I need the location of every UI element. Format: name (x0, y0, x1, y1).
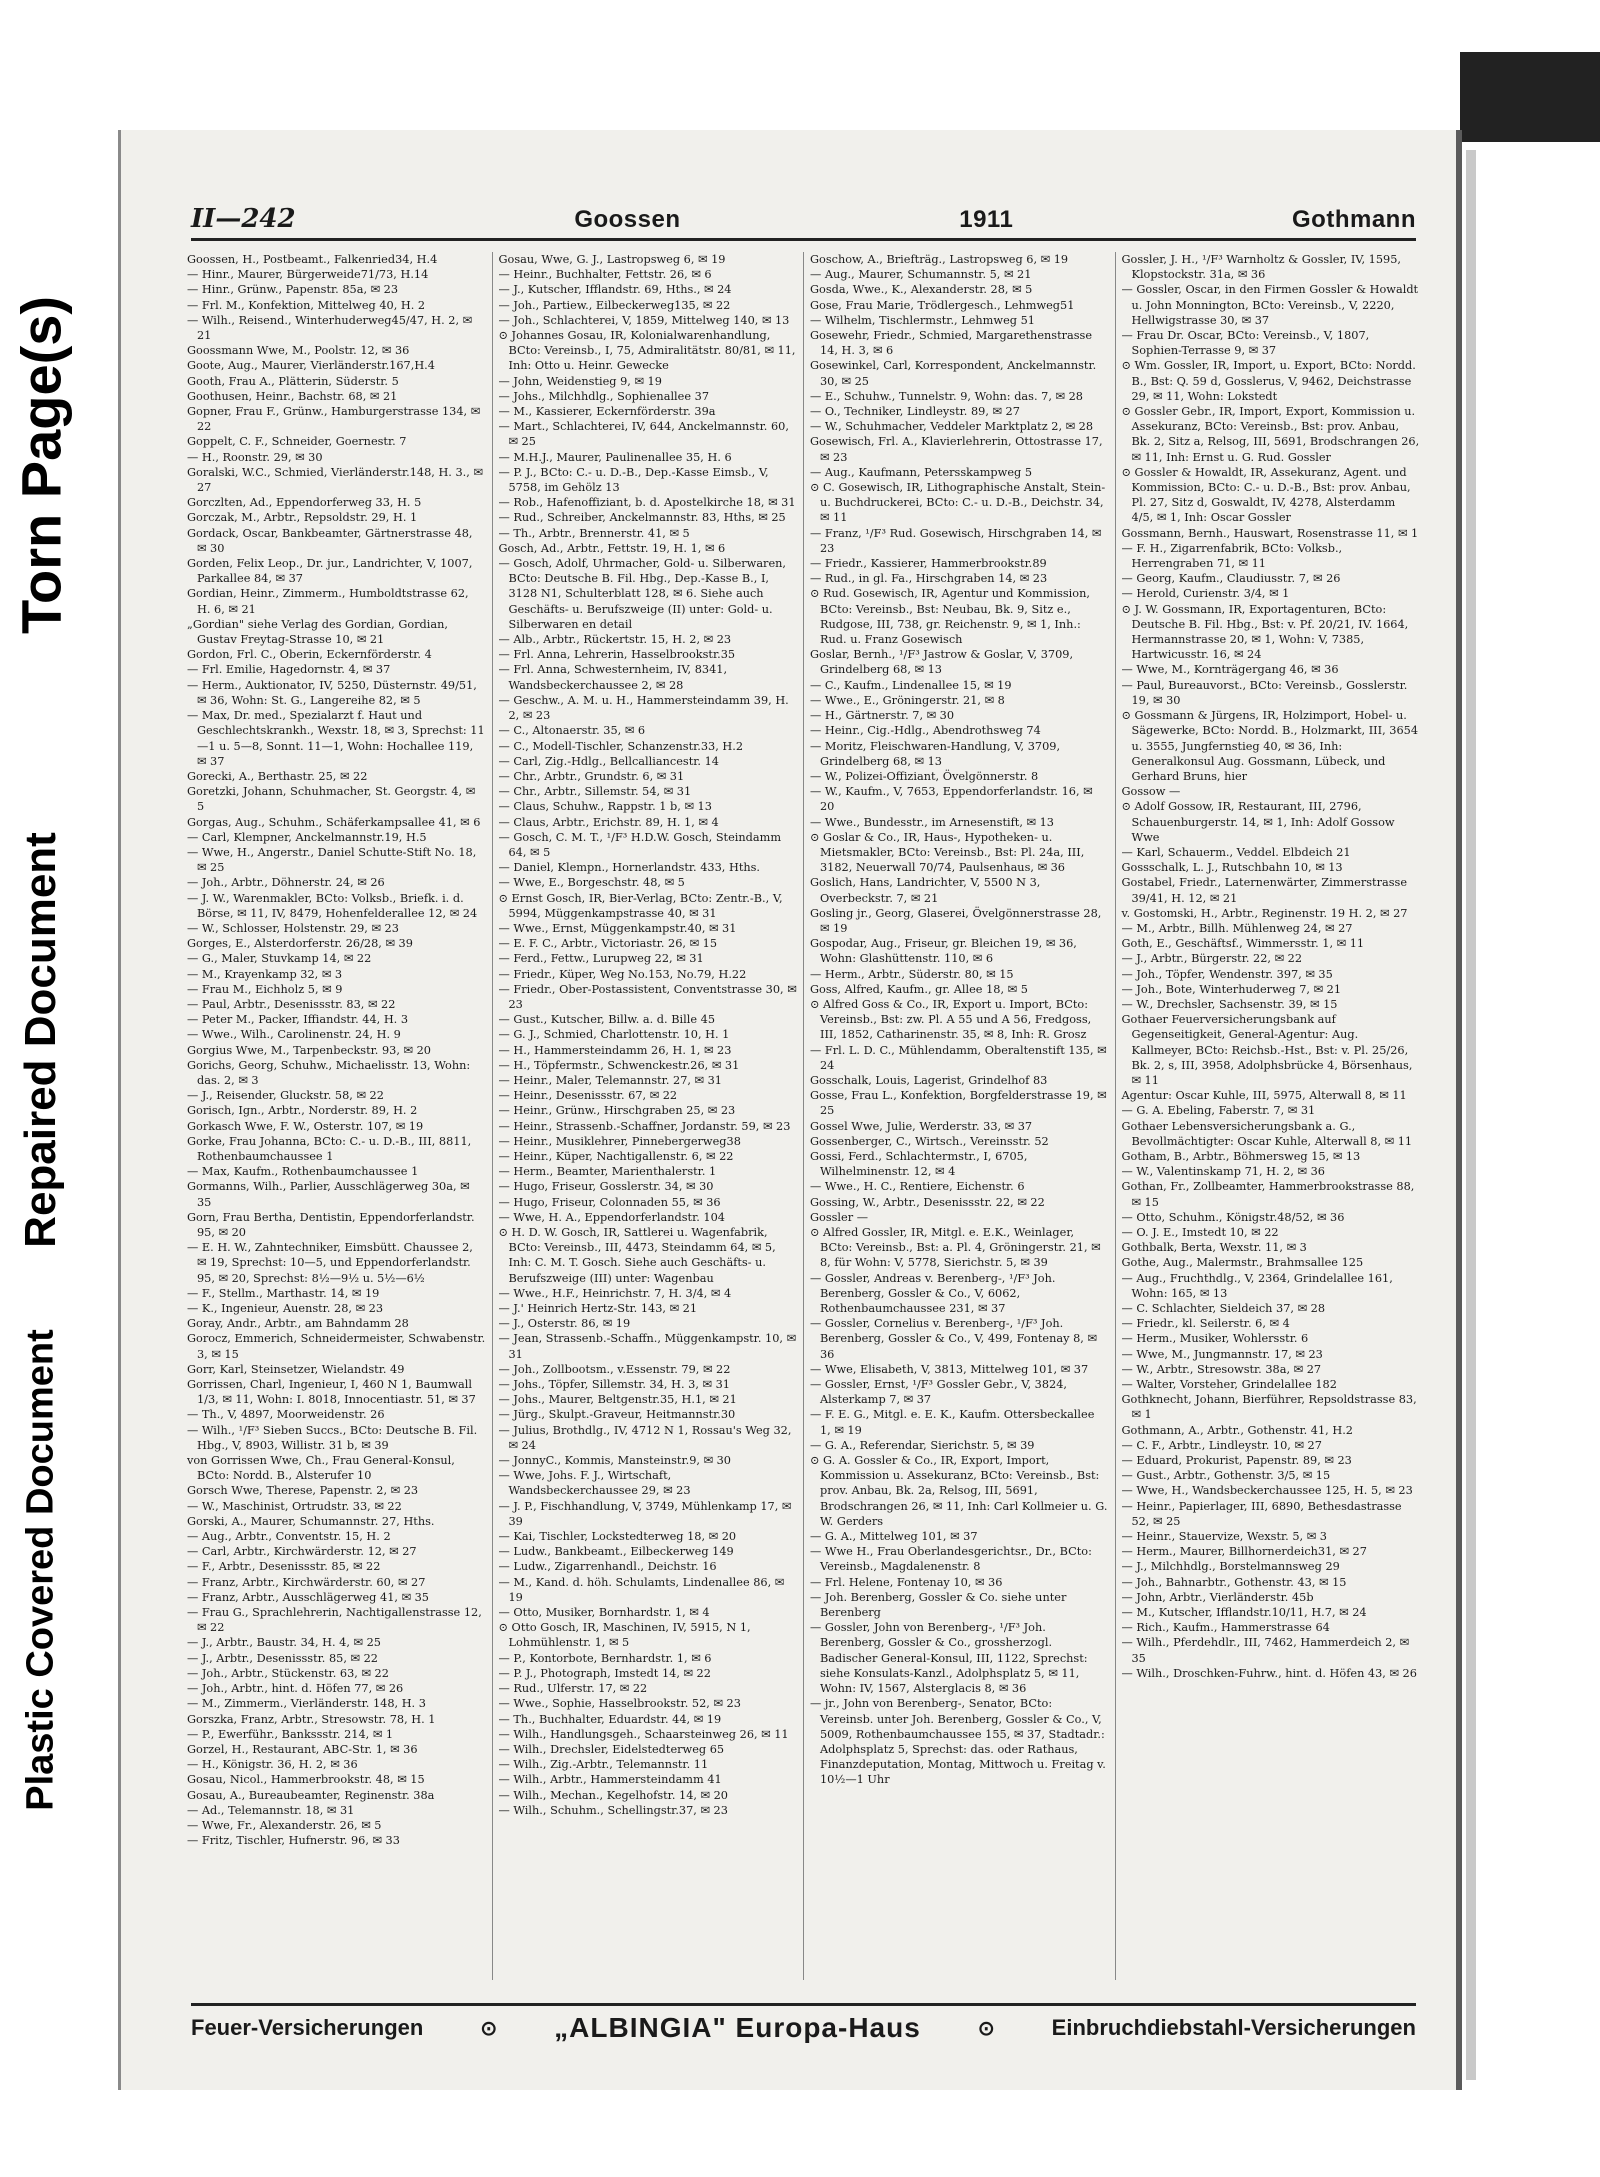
directory-entry: Gorszka, Franz, Arbtr., Stresowstr. 78, H. 1 (187, 1712, 436, 1726)
directory-entry: — Hugo, Friseur, Colonnaden 55, ✉ 36 (498, 1195, 721, 1209)
directory-entry: — W., Kaufm., V, 7653, Eppendorferlandstr. 16, ✉ 20 (810, 785, 1093, 814)
directory-entry: — J., Reisender, Gluckstr. 58, ✉ 22 (187, 1089, 384, 1103)
directory-entry: — Fritz, Tischler, Hufnerstr. 96, ✉ 33 (187, 1834, 400, 1848)
directory-entry: — Rud., Ulferstr. 17, ✉ 22 (498, 1682, 648, 1696)
directory-entry: — F. E. G., Mitgl. e. E. K., Kaufm. Ottersbeckallee 1, ✉ 19 (810, 1408, 1095, 1437)
directory-entry: — Hinr., Grünw., Papenstr. 85a, ✉ 23 (187, 283, 399, 297)
directory-entry: Gothaer Lebensversicherungsbank a. G., Bevollmächtigter: Oscar Kuhle, Alterwall 8, ✉ 11 (1121, 1119, 1413, 1148)
directory-entry: — W., Maschinist, Ortrudstr. 33, ✉ 22 (187, 1499, 402, 1513)
directory-entry: ⊙ G. A. Gossler & Co., IR, Export, Import, Kommission u. Assekuranz, BCto: Vereinsb., Bst: prov. Anbau, Bk. 2a, Relsog, III, 5691, Brodschrangen 26, ✉ 11, Inh: Carl Kollmeier u. G. W. Gerders (810, 1454, 1108, 1528)
directory-entry: — Heinr., Papierlager, III, 6890, Bethesdastrasse 52, ✉ 25 (1121, 1499, 1402, 1528)
directory-entry: — M., Kutscher, Ifflandstr.10/11, H.7, ✉ 24 (1121, 1606, 1367, 1620)
directory-entry: — Joh., Töpfer, Wendenstr. 397, ✉ 35 (1121, 967, 1333, 981)
directory-entry: — Hugo, Friseur, Gosslerstr. 34, ✉ 30 (498, 1180, 714, 1194)
directory-entry: ⊙ Goslar & Co., IR, Haus-, Hypotheken- u. Mietsmakler, BCto: Vereinsb., Bst: Pl. 24a, III, 3182, Neuerwall 70/74, Paulsenhaus, ✉ 36 (810, 830, 1085, 875)
directory-entry: Gordon, Frl. C., Oberin, Eckernförderstr. 4 (187, 648, 432, 662)
directory-entry: — Carl, Arbtr., Kirchwärderstr. 12, ✉ 27 (187, 1545, 417, 1559)
directory-entry: — Johs., Maurer, Beltgenstr.35, H.1, ✉ 21 (498, 1393, 737, 1407)
directory-entry: — Aug., Arbtr., Conventstr. 15, H. 2 (187, 1530, 391, 1544)
directory-entry: — Wwe., Sophie, Hasselbrookstr. 52, ✉ 23 (498, 1697, 741, 1711)
directory-entry: — Wilh., Handlungsgeh., Schaarsteinweg 26, ✉ 11 (498, 1727, 789, 1741)
directory-entry: — Th., V, 4897, Moorweidenstr. 26 (187, 1408, 385, 1422)
directory-entry: — Heinr., Grünw., Hirschgraben 25, ✉ 23 (498, 1104, 736, 1118)
directory-entry: — Ludw., Bankbeamt., Eilbeckerweg 149 (498, 1545, 734, 1559)
directory-entry: Goote, Aug., Maurer, Vierländerstr.167,H.4 (187, 359, 435, 373)
directory-entry: Goothusen, Heinr., Bachstr. 68, ✉ 21 (187, 389, 398, 403)
directory-entry: — Mart., Schlachterei, IV, 644, Anckelmannstr. 60, ✉ 25 (498, 420, 789, 449)
directory-entry: — W., Polizei-Offiziant, Övelgönnerstr. 8 (810, 769, 1039, 783)
directory-entry: Gorzel, H., Restaurant, ABC-Str. 1, ✉ 36 (187, 1742, 418, 1756)
directory-entry: Goretzki, Johann, Schuhmacher, St. Georgstr. 4, ✉ 5 (187, 785, 476, 814)
footer-center-text: „ALBINGIA" Europa-Haus (554, 2012, 921, 2043)
directory-entry: Goth, E., Geschäftsf., Wimmersstr. 1, ✉ 11 (1121, 937, 1365, 951)
directory-entry: — Gossler, Andreas v. Berenberg-, ¹/F³ Joh. Berenberg, Gossler & Co., V, 6062, Rothenbaumchaussee 231, ✉ 37 (810, 1271, 1056, 1316)
side-labels (0, 0, 82, 2177)
directory-entry: — Joh. Berenberg, Gossler & Co. siehe unter Berenberg (810, 1590, 1067, 1620)
directory-entry: — Frl. L. D. C., Mühlendamm, Oberaltenstift 135, ✉ 24 (810, 1043, 1107, 1072)
directory-entry: — Walter, Vorsteher, Grindelallee 182 (1121, 1378, 1337, 1392)
directory-entry: — Carl, Zig.-Hdlg., Bellcalliancestr. 14 (498, 754, 719, 768)
column-4 (1116, 252, 1427, 1980)
directory-entry: — J., Kutscher, Ifflandstr. 69, Hths., ✉ 24 (498, 283, 732, 297)
directory-entry: — J., Arbtr., Bürgerstr. 22, ✉ 22 (1121, 952, 1303, 966)
directory-entry: — M., Krayenkamp 32, ✉ 3 (187, 967, 343, 981)
directory-entry: — Joh., Schlachterei, V, 1859, Mittelweg 140, ✉ 13 (498, 313, 790, 327)
directory-entry: — E. H. W., Zahntechniker, Eimsbütt. Chaussee 2, ✉ 19, Sprechst: 10—5, und Eppendorferlandstr. 95, ✉ 20, Sprechst: 8½—9½ u. 5½—6½ (187, 1241, 473, 1285)
directory-entry: — Jürg., Skulpt.-Graveur, Heitmannstr.30 (498, 1408, 736, 1422)
directory-entry: — Wwe, H. A., Eppendorferlandstr. 104 (498, 1210, 725, 1224)
directory-entry: — Georg, Kaufm., Claudiusstr. 7, ✉ 26 (1121, 572, 1341, 586)
directory-entry: — Johs., Milchhdlg., Sophienallee 37 (498, 389, 710, 403)
directory-entry: — G. A. Ebeling, Faberstr. 7, ✉ 31 (1121, 1104, 1316, 1118)
directory-entry: — O. J. E., Imstedt 10, ✉ 22 (1121, 1226, 1279, 1239)
torn-pages-label: Torn Page(s) (9, 295, 73, 635)
directory-entry: — Gossler, Ernst, ¹/F³ Gossler Gebr., V, 3824, Alsterkamp 7, ✉ 37 (810, 1378, 1067, 1407)
directory-entry: — Kai, Tischler, Lockstedterweg 18, ✉ 20 (498, 1530, 737, 1544)
directory-entry: Gorczak, M., Arbtr., Repsoldstr. 29, H. 1 (187, 511, 418, 525)
directory-entry: Gorczlten, Ad., Eppendorferweg 33, H. 5 (187, 496, 422, 510)
directory-entry: — Heinr., Desenissstr. 67, ✉ 22 (498, 1089, 678, 1103)
directory-entry: — M., Kand. d. höh. Schulamts, Lindenallee 86, ✉ 19 (498, 1575, 785, 1604)
directory-entry: — Wwe., E., Gröningerstr. 21, ✉ 8 (810, 693, 1005, 707)
directory-entry: — Karl, Schauerm., Veddel. Elbdeich 21 (1121, 845, 1351, 859)
directory-entry: — Joh., Bahnarbtr., Gothenstr. 43, ✉ 15 (1121, 1575, 1347, 1589)
directory-entry: — Wwe., H.F., Heinrichstr. 7, H. 3/4, ✉ 4 (498, 1286, 732, 1300)
directory-entry: — W., Arbtr., Stresowstr. 38a, ✉ 27 (1121, 1362, 1322, 1376)
directory-entry: — Max, Kaufm., Rothenbaumchaussee 1 (187, 1165, 419, 1179)
directory-entry: — Gust., Kutscher, Billw. a. d. Bille 45 (498, 1013, 716, 1027)
directory-entry: — C., Modell-Tischler, Schanzenstr.33, H.2 (498, 739, 744, 753)
directory-entry: — Wwe, M., Kornträgergang 46, ✉ 36 (1121, 663, 1339, 677)
directory-entry: — M.H.J., Maurer, Paulinenallee 35, H. 6 (498, 450, 732, 464)
directory-entry: — Th., Buchhalter, Eduardstr. 44, ✉ 19 (498, 1712, 722, 1726)
directory-entry: Gorgius Wwe, M., Tarpenbeckstr. 93, ✉ 20 (187, 1043, 431, 1057)
directory-entry: — Rud., in gl. Fa., Hirschgraben 14, ✉ 23 (810, 572, 1048, 586)
directory-entry: — Wwe., H. C., Rentiere, Eichenstr. 6 (810, 1180, 1025, 1194)
directory-entry: ⊙ Rud. Gosewisch, IR, Agentur und Kommission, BCto: Vereinsb., Bst: Neubau, Bk. 9, Sitz e., Rudgose, III, 738, gr. Reichenstr. 9, ✉ 1, Inh.: Rud. u. Franz Gosewisch (810, 587, 1090, 647)
directory-entry: — John, Arbtr., Vierländerstr. 45b (1121, 1590, 1314, 1604)
directory-entry: ⊙ C. Gosewisch, IR, Lithographische Anstalt, Stein- u. Buchdruckerei, BCto: C.- u. D.-B., Deichstr. 34, ✉ 11 (810, 481, 1106, 525)
directory-entry: ⊙ Alfred Goss & Co., IR, Export u. Import, BCto: Vereinsb., Bst: zw. Pl. A 55 und A 56, Fredgoss, III, 1852, Catharinenstr. 35, ✉ 8, Inh: R. Grosz (810, 997, 1092, 1042)
directory-entry: Gossler — (810, 1210, 869, 1224)
directory-entry: — Max, Dr. med., Spezialarzt f. Haut und Geschlechtskrankh., Wexstr. 18, ✉ 3, Sprechst: 11—1 u. 5—8, Sonnt. 11—1, Wohn: Hochallee 119, ✉ 37 (187, 709, 485, 768)
advertisement-footer (191, 2003, 1416, 2050)
directory-entry: — Gust., Arbtr., Gothenstr. 3/5, ✉ 15 (1121, 1469, 1331, 1483)
directory-entry: — Wilhelm, Tischlermstr., Lehmweg 51 (810, 313, 1035, 327)
directory-entry: von Gorrissen Wwe, Ch., Frau General-Konsul, BCto: Nordd. B., Alsterufer 10 (187, 1454, 455, 1483)
directory-entry: Gorkasch Wwe, F. W., Osterstr. 107, ✉ 19 (187, 1119, 424, 1133)
directory-entry: — Frl. M., Konfektion, Mittelweg 40, H. 2 (187, 298, 426, 312)
directory-entry: — Wwe, Elisabeth, V, 3813, Mittelweg 101, ✉ 37 (810, 1362, 1089, 1376)
directory-entry: ⊙ J. W. Gossmann, IR, Exportagenturen, BCto: Deutsche B. Fil. Hbg., Bst: v. Pf. 20/21, IV. 1664, Hermannstrasse 20, ✉ 1, Wohn: V, 7385, Hartwicusstr. 16, ✉ 24 (1121, 602, 1409, 662)
directory-entry: — Claus, Arbtr., Erichstr. 89, H. 1, ✉ 4 (498, 815, 719, 829)
directory-entry: Gosewisch, Frl. A., Klavierlehrerin, Ottostrasse 17, ✉ 23 (810, 435, 1103, 464)
directory-entry: Goray, Andr., Arbtr., am Bahndamm 28 (187, 1317, 409, 1331)
directory-entry: — G., Maler, Stuvkamp 14, ✉ 22 (187, 952, 372, 966)
directory-entry: — Frl. Anna, Schwesternheim, IV, 8341, Wandsbeckerchaussee 2, ✉ 28 (498, 663, 728, 692)
directory-entry: — Wwe H., Frau Oberlandesgerichtsr., Dr., BCto: Vereinsb., Magdalenenstr. 8 (810, 1545, 1092, 1574)
directory-entry: — G. A., Mittelweg 101, ✉ 37 (810, 1530, 978, 1544)
directory-entry: — Wwe, Fr., Alexanderstr. 26, ✉ 5 (187, 1818, 382, 1832)
directory-entry: Gorichs, Georg, Schuhw., Michaelisstr. 13, Wohn: das. 2, ✉ 3 (187, 1058, 471, 1087)
scanner-corner-tab (1460, 52, 1600, 142)
directory-entry: Gorden, Felix Leop., Dr. jur., Landrichter, V, 1007, Parkallee 84, ✉ 37 (187, 557, 473, 586)
directory-entry: Goslar, Bernh., ¹/F³ Jastrow & Goslar, V, 3709, Grindelberg 68, ✉ 13 (810, 648, 1074, 677)
directory-entry: — Herold, Curienstr. 3/4, ✉ 1 (1121, 587, 1290, 601)
directory-entry: — Wilh., ¹/F³ Sieben Succs., BCto: Deutsche B. Fil. Hbg., V, 8903, Willistr. 31 b, ✉ 39 (187, 1423, 478, 1452)
directory-entry: — H., Hammersteindamm 26, H. 1, ✉ 23 (498, 1043, 732, 1057)
directory-entry: Gossschalk, L. J., Rutschbahn 10, ✉ 13 (1121, 861, 1343, 875)
directory-entry: ⊙ Otto Gosch, IR, Maschinen, IV, 5915, N 1, Lohmühlenstr. 1, ✉ 5 (498, 1621, 751, 1650)
directory-entry: — Franz, ¹/F³ Rud. Gosewisch, Hirschgraben 14, ✉ 23 (810, 526, 1102, 555)
directory-entry: — Wwe., Bundesstr., im Arnesenstift, ✉ 13 (810, 815, 1054, 829)
directory-entry: Gossmann, Bernh., Hauswart, Rosenstrasse 11, ✉ 1 (1121, 526, 1419, 540)
directory-entry: Gothe, Aug., Malermstr., Brahmsallee 125 (1121, 1256, 1364, 1270)
directory-page (118, 130, 1462, 2090)
directory-entry: — Wilh., Arbtr., Hammersteindamm 41 (498, 1773, 722, 1787)
directory-entry: — Eduard, Prokurist, Papenstr. 89, ✉ 23 (1121, 1454, 1352, 1468)
directory-entry: — Rich., Kaufm., Hammerstrasse 64 (1121, 1621, 1330, 1635)
directory-entry: — Aug., Kaufmann, Petersskampweg 5 (810, 465, 1033, 479)
directory-entry: Gosau, A., Bureaubeamter, Reginenstr. 38a (187, 1788, 435, 1802)
directory-entry: — F., Stellm., Marthastr. 14, ✉ 19 (187, 1286, 380, 1300)
column-1 (181, 252, 493, 1980)
directory-entry: Gossler, J. H., ¹/F³ Warnholtz & Gossler, IV, 1595, Klopstockstr. 31a, ✉ 36 (1121, 253, 1401, 282)
directory-entry: — P. J., BCto: C.- u. D.-B., Dep.-Kasse Eimsb., V, 5758, im Gehölz 13 (498, 465, 769, 495)
directory-entry: — H., Roonstr. 29, ✉ 30 (187, 450, 323, 464)
directory-entry: — J., Milchhdlg., Borstelmannsweg 29 (1121, 1560, 1340, 1574)
directory-entry: — J., Arbtr., Desenissstr. 85, ✉ 22 (187, 1651, 378, 1665)
directory-entry: — F. H., Zigarrenfabrik, BCto: Volksb., Herrengraben 71, ✉ 11 (1121, 541, 1343, 571)
directory-entry: — Herm., Musiker, Wohlersstr. 6 (1121, 1332, 1309, 1346)
directory-entry: — Julius, Brothdlg., IV, 4712 N 1, Rossau's Weg 32, ✉ 24 (498, 1423, 792, 1452)
directory-entry: Gossing, W., Arbtr., Desenissstr. 22, ✉ 22 (810, 1195, 1045, 1209)
directory-entry: — Carl, Klempner, Anckelmannstr.19, H.5 (187, 830, 427, 844)
directory-entry: Gosewinkel, Carl, Korrespondent, Anckelmannstr. 30, ✉ 25 (810, 359, 1097, 388)
directory-entry: — Wilh., Reisend., Winterhuderweg45/47, H. 2, ✉ 21 (187, 313, 473, 343)
directory-entry: — C., Kaufm., Lindenallee 15, ✉ 19 (810, 678, 1012, 692)
directory-entry: Gorecki, A., Berthastr. 25, ✉ 22 (187, 769, 368, 783)
directory-entry: — P., Kontorbote, Bernhardstr. 1, ✉ 6 (498, 1651, 712, 1665)
footer-separator-icon: ⊙ (480, 2017, 498, 2040)
directory-entry: Gorsch Wwe, Therese, Papenstr. 2, ✉ 23 (187, 1484, 419, 1498)
directory-entry: — Franz, Arbtr., Ausschlägerweg 41, ✉ 35 (187, 1590, 429, 1604)
directory-entry: — G. A., Referendar, Sierichstr. 5, ✉ 39 (810, 1438, 1035, 1452)
directory-entry: — H., Gärtnerstr. 7, ✉ 30 (810, 709, 955, 723)
directory-entry: Gostabel, Friedr., Laternenwärter, Zimmerstrasse 39/41, H. 12, ✉ 21 (1121, 876, 1408, 905)
header-last-word: Gothmann (1292, 206, 1416, 233)
directory-entry: — E., Schuhw., Tunnelstr. 9, Wohn: das. 7, ✉ 28 (810, 389, 1083, 403)
directory-entry: — Herm., Maurer, Billhornerdeich31, ✉ 27 (1121, 1545, 1367, 1559)
directory-entry: — M., Zimmerm., Vierländerstr. 148, H. 3 (187, 1697, 426, 1711)
directory-entry: — Wwe., Wilh., Carolinenstr. 24, H. 9 (187, 1028, 401, 1042)
directory-entry: — Wwe, H., Angerstr., Daniel Schutte-Stift No. 18, ✉ 25 (187, 845, 477, 875)
directory-entry: — Friedr., Kassierer, Hammerbrookstr.89 (810, 557, 1047, 571)
directory-entry: — Heinr., Strassenb.-Schaffner, Jordanstr. 59, ✉ 23 (498, 1119, 791, 1133)
directory-entry: — Wilh., Drechsler, Eidelstedterweg 65 (498, 1742, 725, 1756)
directory-entry: ⊙ Johannes Gosau, IR, Kolonialwarenhandlung, BCto: Vereinsb., I, 75, Admiralitätstr. 80/81, ✉ 11, Inh: Otto u. Heinr. Gewecke (498, 329, 796, 373)
directory-entry: — Joh., Partiew., Eilbeckerweg135, ✉ 22 (498, 298, 731, 312)
directory-entry: — J., Osterstr. 86, ✉ 19 (498, 1317, 631, 1331)
directory-entry: — Frau M., Eichholz 5, ✉ 9 (187, 982, 343, 996)
directory-entry: Gossi, Ferd., Schlachtermstr., I, 6705, Wilhelminenstr. 12, ✉ 4 (810, 1149, 1028, 1179)
directory-entry: Gothmann, A., Arbtr., Gothenstr. 41, H.2 (1121, 1423, 1353, 1437)
directory-entry: — M., Arbtr., Billh. Mühlenweg 24, ✉ 27 (1121, 921, 1353, 935)
directory-entry: — Wilh., Pferdehdlr., III, 7462, Hammerdeich 2, ✉ 35 (1121, 1636, 1410, 1665)
directory-entry: — Jean, Strassenb.-Schaffn., Müggenkampstr. 10, ✉ 31 (498, 1332, 797, 1361)
directory-entry: — W., Schlosser, Holstenstr. 29, ✉ 23 (187, 921, 399, 935)
directory-entry: — C., Altonaerstr. 35, ✉ 6 (498, 724, 646, 738)
footer-separator-icon: ⊙ (977, 2017, 995, 2040)
directory-entry: Goslich, Hans, Landrichter, V, 5500 N 3, Overbeckstr. 7, ✉ 21 (810, 876, 1041, 905)
footer-right-text: Einbruchdiebstahl-Versicherungen (1051, 2015, 1416, 2040)
directory-entry: Goossen, H., Postbeamt., Falkenried34, H.4 (187, 253, 438, 266)
directory-entry: — jr., John von Berenberg-, Senator, BCto: Vereinsb. unter Joh. Berenberg, Gossler & Co., V, 5009, Rothenbaumchaussee 155, ✉ 37, Stadtadr.: Adolphsplatz 5, Sprechst: das. oder Rathaus, Finanzdeputation, Montag, Mittwoch u. Freitag v. 10½—1 Uhr (810, 1697, 1106, 1787)
directory-entry: — Frl. Helene, Fontenay 10, ✉ 36 (810, 1575, 1003, 1589)
directory-entry: — J. W., Warenmakler, BCto: Volksb., Briefk. i. d. Börse, ✉ 11, IV, 8479, Hohenfelderallee 12, ✉ 24 (187, 891, 478, 920)
directory-entry: — Hinr., Maurer, Bürgerweide71/73, H.14 (187, 268, 429, 282)
directory-entry: v. Gostomski, H., Arbtr., Reginenstr. 19 H. 2, ✉ 27 (1121, 906, 1408, 920)
header-year: 1911 (959, 206, 1014, 233)
repaired-document-label: Repaired Document (16, 832, 65, 1248)
directory-entry: Gosse, Frau L., Konfektion, Borgfelderstrasse 19, ✉ 25 (810, 1089, 1107, 1118)
page-number: II—242 (191, 204, 296, 234)
directory-entry: Gosschalk, Louis, Lagerist, Grindelhof 83 (810, 1073, 1048, 1087)
directory-entry: — Aug., Fruchthdlg., V, 2364, Grindelallee 161, Wohn: 165, ✉ 13 (1121, 1271, 1393, 1300)
directory-entry: — Daniel, Klempn., Hornerlandstr. 433, Hths. (498, 861, 761, 875)
directory-entry: — Heinr., Cig.-Hdlg., Abendrothsweg 74 (810, 724, 1041, 738)
directory-entry: Gormanns, Wilh., Parlier, Ausschlägerweg 30a, ✉ 35 (187, 1180, 470, 1209)
directory-entry: Gorn, Frau Bertha, Dentistin, Eppendorferlandstr. 95, ✉ 20 (187, 1210, 475, 1239)
directory-entry: — Th., Arbtr., Brennerstr. 41, ✉ 5 (498, 526, 690, 540)
directory-entry: — Wilh., Zig.-Arbtr., Telemannstr. 11 (498, 1758, 709, 1772)
directory-entry: — Wilh., Schuhm., Schellingstr.37, ✉ 23 (498, 1803, 728, 1817)
directory-entry: — Heinr., Buchhalter, Fettstr. 26, ✉ 6 (498, 268, 712, 282)
directory-entry: — Gossler, Oscar, in den Firmen Gossler & Howaldt u. John Monnington, BCto: Vereinsb., V, 2220, Hellwigstrasse 30, ✉ 37 (1121, 283, 1419, 327)
directory-entry: ⊙ Ernst Gosch, IR, Bier-Verlag, BCto: Zentr.-B., V, 5994, Müggenkampstrasse 40, ✉ 31 (498, 891, 783, 920)
directory-entry: — Chr., Arbtr., Sillemstr. 54, ✉ 31 (498, 785, 692, 799)
column-3 (804, 252, 1116, 1980)
directory-entry: — Geschw., A. M. u. H., Hammersteindamm 39, H. 2, ✉ 23 (498, 693, 789, 723)
directory-entry: — Wilh., Mechan., Kegelhofstr. 14, ✉ 20 (498, 1788, 728, 1802)
directory-entry: — J., Arbtr., Baustr. 34, H. 4, ✉ 25 (187, 1636, 381, 1650)
directory-entry: — Heinr., Stauervize, Wexstr. 5, ✉ 3 (1121, 1530, 1327, 1544)
directory-entry: — Paul, Arbtr., Desenissstr. 83, ✉ 22 (187, 997, 396, 1011)
directory-entry: — Joh., Arbtr., hint. d. Höfen 77, ✉ 26 (187, 1682, 404, 1696)
directory-entry: — H., Töpfermstr., Schwenckestr.26, ✉ 31 (498, 1058, 740, 1072)
directory-entry: — Otto, Musiker, Bornhardstr. 1, ✉ 4 (498, 1606, 710, 1620)
directory-entry: ⊙ H. D. W. Gosch, IR, Sattlerei u. Wagenfabrik, BCto: Vereinsb., III, 4473, Steindamm 64, ✉ 5, Inh: C. M. T. Gosch. Siehe auch Geschäfts- u. Berufszweige (III) unter: Wagenbau (498, 1226, 776, 1285)
directory-entry: — M., Kassierer, Eckernförderstr. 39a (498, 405, 716, 419)
directory-entry: — Friedr., kl. Seilerstr. 6, ✉ 4 (1121, 1317, 1290, 1331)
directory-entry: Gorges, E., Alsterdorferstr. 26/28, ✉ 39 (187, 937, 413, 951)
directory-entry: — Frau Dr. Oscar, BCto: Vereinsb., V, 1807, Sophien-Terrasse 9, ✉ 37 (1121, 329, 1370, 358)
directory-entry: — W., Valentinskamp 71, H. 2, ✉ 36 (1121, 1165, 1325, 1179)
directory-entry: Gooth, Frau A., Plätterin, Süderstr. 5 (187, 374, 399, 388)
directory-entry: — Joh., Arbtr., Stückenstr. 63, ✉ 22 (187, 1666, 389, 1680)
directory-entry: Gorr, Karl, Steinsetzer, Wielandstr. 49 (187, 1362, 405, 1376)
directory-entry: — Herm., Auktionator, IV, 5250, Düsternstr. 49/51, ✉ 36, Wohn: St. G., Langereihe 82, ✉ 5 (187, 678, 477, 707)
directory-entry: — C. F., Arbtr., Lindleystr. 10, ✉ 27 (1121, 1438, 1322, 1452)
page-header (191, 198, 1416, 241)
directory-entry: — Alb., Arbtr., Rückertstr. 15, H. 2, ✉ 23 (498, 633, 732, 647)
directory-entry: — W., Drechsler, Sachsenstr. 39, ✉ 15 (1121, 997, 1338, 1011)
directory-entry: — Johs., Töpfer, Sillemstr. 34, H. 3, ✉ 31 (498, 1378, 730, 1392)
directory-entry: Gose, Frau Marie, Trödlergesch., Lehmweg51 (810, 298, 1075, 312)
directory-entry: — Wwe, E., Borgeschstr. 48, ✉ 5 (498, 876, 685, 890)
directory-entry: — C. Schlachter, Sieldeich 37, ✉ 28 (1121, 1302, 1326, 1316)
directory-entry: Gothknecht, Johann, Bierführer, Repsoldstrasse 83, ✉ 1 (1121, 1393, 1417, 1422)
directory-entry: ⊙ Gossmann & Jürgens, IR, Holzimport, Hobel- u. Sägewerke, BCto: Nordd. B., Holzmarkt, III, 3654 u. 3555, Jungfernstieg 40, ✉ 36, Inh: Generalkonsul Aug. Gossmann, Lübeck, und Gerhard Bruns, hier (1121, 709, 1419, 783)
directory-entry: Gorski, A., Maurer, Schumannstr. 27, Hths. (187, 1514, 435, 1528)
directory-entry: ⊙ Adolf Gossow, IR, Restaurant, III, 2796, Schauenburgerstr. 14, ✉ 1, Inh: Adolf Gossow Wwe (1121, 800, 1395, 844)
directory-entry: — Joh., Zollbootsm., v.Essenstr. 79, ✉ 22 (498, 1362, 731, 1376)
directory-entry: — Moritz, Fleischwaren-Handlung, V, 3709, Grindelberg 68, ✉ 13 (810, 739, 1061, 768)
directory-entry: Gordian, Heinr., Zimmerm., Humboldtstrasse 62, H. 6, ✉ 21 (187, 587, 469, 616)
directory-entry: Goralski, W.C., Schmied, Vierländerstr.148, H. 3., ✉ 27 (187, 465, 483, 495)
directory-entry: Goppelt, C. F., Schneider, Goernestr. 7 (187, 435, 407, 449)
directory-entry: — P. J., Photograph, Imstedt 14, ✉ 22 (498, 1666, 711, 1680)
directory-entry: — Ludw., Zigarrenhandl., Deichstr. 16 (498, 1560, 717, 1574)
directory-entry: — Gosch, C. M. T., ¹/F³ H.D.W. Gosch, Steindamm 64, ✉ 5 (498, 830, 782, 859)
directory-entry: Gossow — (1121, 785, 1181, 799)
directory-entry: Gosewehr, Friedr., Schmied, Margarethenstrasse 14, H. 3, ✉ 6 (810, 329, 1093, 358)
directory-entry: — Frl. Emilie, Hagedornstr. 4, ✉ 37 (187, 663, 391, 677)
directory-entry: — Heinr., Küper, Nachtigallenstr. 6, ✉ 22 (498, 1149, 734, 1163)
entry-columns (181, 252, 1426, 1980)
directory-entry: Gorgas, Aug., Schuhm., Schäferkampsallee 41, ✉ 6 (187, 815, 481, 829)
directory-entry: Gothaer Feuerversicherungsbank auf Gegenseitigkeit, General-Agentur: Aug. Kallmeyer, BCto: Reichsb.-Hst., Bst: v. Pl. 25/26, Bk. 2, s, III, 3958, Adolphsbrücke 4, Börsenhaus, ✉ 11 (1121, 1013, 1413, 1087)
directory-entry: ⊙ Wm. Gossler, IR, Import, u. Export, BCto: Nordd. B., Bst: Q. 59 d, Gosslerus, V, 9462, Deichstrasse 29, ✉ 11, Wohn: Lokstedt (1121, 359, 1416, 403)
directory-entry: — P., Ewerführ., Bankssstr. 214, ✉ 1 (187, 1727, 394, 1741)
directory-entry: Gorisch, Ign., Arbtr., Norderstr. 89, H. 2 (187, 1104, 418, 1118)
directory-entry: — K., Ingenieur, Auenstr. 28, ✉ 23 (187, 1302, 384, 1316)
directory-entry: — H., Königstr. 36, H. 2, ✉ 36 (187, 1758, 358, 1772)
directory-entry: — W., Schuhmacher, Veddeler Marktplatz 2, ✉ 28 (810, 420, 1094, 434)
directory-entry: — Wwe, H., Wandsbeckerchaussee 125, H. 5, ✉ 23 (1121, 1484, 1413, 1498)
directory-entry: Gossel Wwe, Julie, Werderstr. 33, ✉ 37 (810, 1119, 1033, 1133)
directory-entry: — Herm., Arbtr., Süderstr. 80, ✉ 15 (810, 967, 1014, 981)
directory-entry: ⊙ Gossler Gebr., IR, Import, Export, Kommission u. Assekuranz, BCto: Vereinsb., Bst: prov. Anbau, Bk. 2, Sitz a, Relsog, III, 5691, Brodschrangen 26, ✉ 11, Inh: Ernst u. G. Rud. Gossler (1121, 405, 1420, 464)
column-2 (493, 252, 805, 1980)
directory-entry: — Paul, Bureauvorst., BCto: Vereinsb., Gosslerstr. 19, ✉ 30 (1121, 678, 1408, 707)
directory-entry: Gosau, Nicol., Hammerbrookstr. 48, ✉ 15 (187, 1773, 425, 1787)
directory-entry: ⊙ Alfred Gossler, IR, Mitgl. e. E.K., Weinlager, BCto: Vereinsb., Bst: a. Pl. 4, Gröningerstr. 21, ✉ 8, für Wohn: V, 5778, Sierichstr. 5, ✉ 39 (810, 1226, 1101, 1270)
directory-entry: — Wilh., Droschken-Fuhrw., hint. d. Höfen 43, ✉ 26 (1121, 1666, 1417, 1680)
directory-entry: Gorke, Frau Johanna, BCto: C.- u. D.-B., III, 8811, Rothenbaumchaussee 1 (187, 1134, 472, 1163)
directory-entry: Goossmann Wwe, M., Poolstr. 12, ✉ 36 (187, 344, 410, 358)
directory-entry: Agentur: Oscar Kuhle, III, 5975, Alterwall 8, ✉ 11 (1121, 1089, 1407, 1103)
directory-entry: — JonnyC., Kommis, Mansteinstr.9, ✉ 30 (498, 1454, 731, 1468)
header-first-word: Goossen (574, 206, 681, 233)
directory-entry: — Otto, Schuhm., Königstr.48/52, ✉ 36 (1121, 1210, 1345, 1224)
directory-entry: Gopner, Frau F., Grünw., Hamburgerstrasse 134, ✉ 22 (187, 405, 481, 434)
directory-entry: Gosda, Wwe., K., Alexanderstr. 28, ✉ 5 (810, 283, 1033, 297)
directory-entry: — Claus, Schuhw., Rappstr. 1 b, ✉ 13 (498, 800, 712, 814)
directory-entry: Gothbalk, Berta, Wexstr. 11, ✉ 3 (1121, 1241, 1307, 1255)
directory-entry: Goschow, A., Briefträg., Lastropsweg 6, ✉ 19 (810, 253, 1069, 266)
directory-entry: — Frau G., Sprachlehrerin, Nachtigallenstrasse 12, ✉ 22 (187, 1606, 482, 1635)
directory-entry: Gorocz, Emmerich, Schneidermeister, Schwabenstr. 3, ✉ 15 (187, 1332, 486, 1361)
directory-entry: — Chr., Arbtr., Grundstr. 6, ✉ 31 (498, 769, 685, 783)
directory-entry: Gorrissen, Charl, Ingenieur, I, 460 N 1, Baumwall 1/3, ✉ 11, Wohn: I. 8018, Innocentiastr. 51, ✉ 37 (187, 1378, 476, 1407)
directory-entry: Gosling jr., Georg, Glaserei, Övelgönnerstrasse 28, ✉ 19 (810, 906, 1102, 935)
directory-entry: — Joh., Bote, Winterhuderweg 7, ✉ 21 (1121, 982, 1342, 996)
directory-entry: — Frl. Anna, Lehrerin, Hasselbrookstr.35 (498, 648, 736, 662)
directory-entry: — O., Techniker, Lindleystr. 89, ✉ 27 (810, 405, 1020, 419)
directory-entry: — Joh., Arbtr., Döhnerstr. 24, ✉ 26 (187, 876, 385, 890)
directory-entry: Gosch, Ad., Arbtr., Fettstr. 19, H. 1, ✉ 6 (498, 541, 726, 555)
directory-entry: — F., Arbtr., Desenissstr. 85, ✉ 22 (187, 1560, 381, 1574)
directory-entry: — Ferd., Fettw., Lurupweg 22, ✉ 31 (498, 952, 704, 966)
directory-entry: — Friedr., Küper, Weg No.153, No.79, H.22 (498, 967, 747, 981)
directory-entry: — Wwe, Johs. F. J., Wirtschaft, Wandsbeckerchaussee 29, ✉ 23 (498, 1469, 691, 1498)
directory-entry: — Franz, Arbtr., Kirchwärderstr. 60, ✉ 27 (187, 1575, 426, 1589)
directory-entry: ⊙ Gossler & Howaldt, IR, Assekuranz, Agent. und Kommission, BCto: C.- u. D.-B., Bst: prov. Anbau, Pl. 27, Sitz d, Goswaldt, IV, 4278, Alsterdamm 4/5, ✉ 1, Inh: Oscar Gossler (1121, 465, 1411, 525)
directory-entry: „Gordian" siehe Verlag des Gordian, Gordian, Gustav Freytag-Strasse 10, ✉ 21 (187, 617, 448, 647)
directory-entry: — Gosch, Adolf, Uhrmacher, Gold- u. Silberwaren, BCto: Deutsche B. Fil. Hbg., Dep.-Kasse B., I, 3128 N1, Schulterblatt 128, ✉ 6. Siehe auch Geschäfts- u. Berufszweige (II) unter: Gold- u. Silberwaren en detail (498, 557, 787, 631)
directory-entry: — J.' Heinrich Hertz-Str. 143, ✉ 21 (498, 1302, 698, 1316)
directory-entry: — E. F. C., Arbtr., Victoriastr. 26, ✉ 15 (498, 937, 718, 951)
directory-entry: — Gossler, John von Berenberg-, ¹/F³ Joh. Berenberg, Gossler & Co., grossherzogl. Badischer General-Konsul, III, 1122, Sprechst: siehe Konsulats-Kanzl., Adolphsplatz 5, ✉ 11, Wohn: IV, 1567, Alsterglacis 8, ✉ 36 (810, 1621, 1088, 1696)
directory-entry: — Aug., Maurer, Schumannstr. 5, ✉ 21 (810, 268, 1032, 282)
directory-entry: — Heinr., Maler, Telemannstr. 27, ✉ 31 (498, 1073, 722, 1087)
directory-entry: — Ad., Telemannstr. 18, ✉ 31 (187, 1803, 355, 1817)
directory-entry: — Wwe., Ernst, Müggenkampstr.40, ✉ 31 (498, 921, 737, 935)
directory-entry: — Rob., Hafenoffiziant, b. d. Apostelkirche 18, ✉ 31 (498, 496, 796, 510)
directory-entry: Gotham, B., Arbtr., Böhmersweg 15, ✉ 13 (1121, 1149, 1361, 1163)
directory-entry: — Gossler, Cornelius v. Berenberg-, ¹/F³ Joh. Berenberg, Gossler & Co., V, 499, Fontenay 8, ✉ 36 (810, 1317, 1097, 1361)
directory-entry: Gossenberger, C., Wirtsch., Vereinsstr. 52 (810, 1134, 1049, 1148)
plastic-covered-label: Plastic Covered Document (19, 1329, 62, 1811)
directory-entry: Gordack, Oscar, Bankbeamter, Gärtnerstrasse 48, ✉ 30 (187, 526, 473, 555)
directory-entry: — Peter M., Packer, Iffiandstr. 44, H. 3 (187, 1013, 409, 1027)
directory-entry: — G. J., Schmied, Charlottenstr. 10, H. 1 (498, 1028, 730, 1042)
directory-entry: Gosau, Wwe, G. J., Lastropsweg 6, ✉ 19 (498, 253, 726, 266)
directory-entry: — J. P., Fischhandlung, V, 3749, Mühlenkamp 17, ✉ 39 (498, 1499, 792, 1528)
directory-entry: Gospodar, Aug., Friseur, gr. Bleichen 19, ✉ 36, Wohn: Glashüttenstr. 110, ✉ 6 (810, 937, 1077, 966)
directory-entry: — John, Weidenstieg 9, ✉ 19 (498, 374, 662, 388)
directory-entry: — Rud., Schreiber, Anckelmannstr. 83, Hths, ✉ 25 (498, 511, 786, 525)
directory-entry: — Wwe, M., Jungmannstr. 17, ✉ 23 (1121, 1347, 1323, 1361)
directory-entry: — Friedr., Ober-Postassistent, Conventstrasse 30, ✉ 23 (498, 982, 797, 1011)
directory-entry: — Herm., Beamter, Marienthalerstr. 1 (498, 1165, 717, 1179)
footer-left-text: Feuer-Versicherungen (191, 2015, 424, 2040)
directory-entry: Goss, Alfred, Kaufm., gr. Allee 18, ✉ 5 (810, 982, 1028, 996)
directory-entry: — Heinr., Musiklehrer, Pinnebergerweg38 (498, 1134, 741, 1148)
directory-entry: Gothan, Fr., Zollbeamter, Hammerbrookstrasse 88, ✉ 15 (1121, 1180, 1415, 1209)
